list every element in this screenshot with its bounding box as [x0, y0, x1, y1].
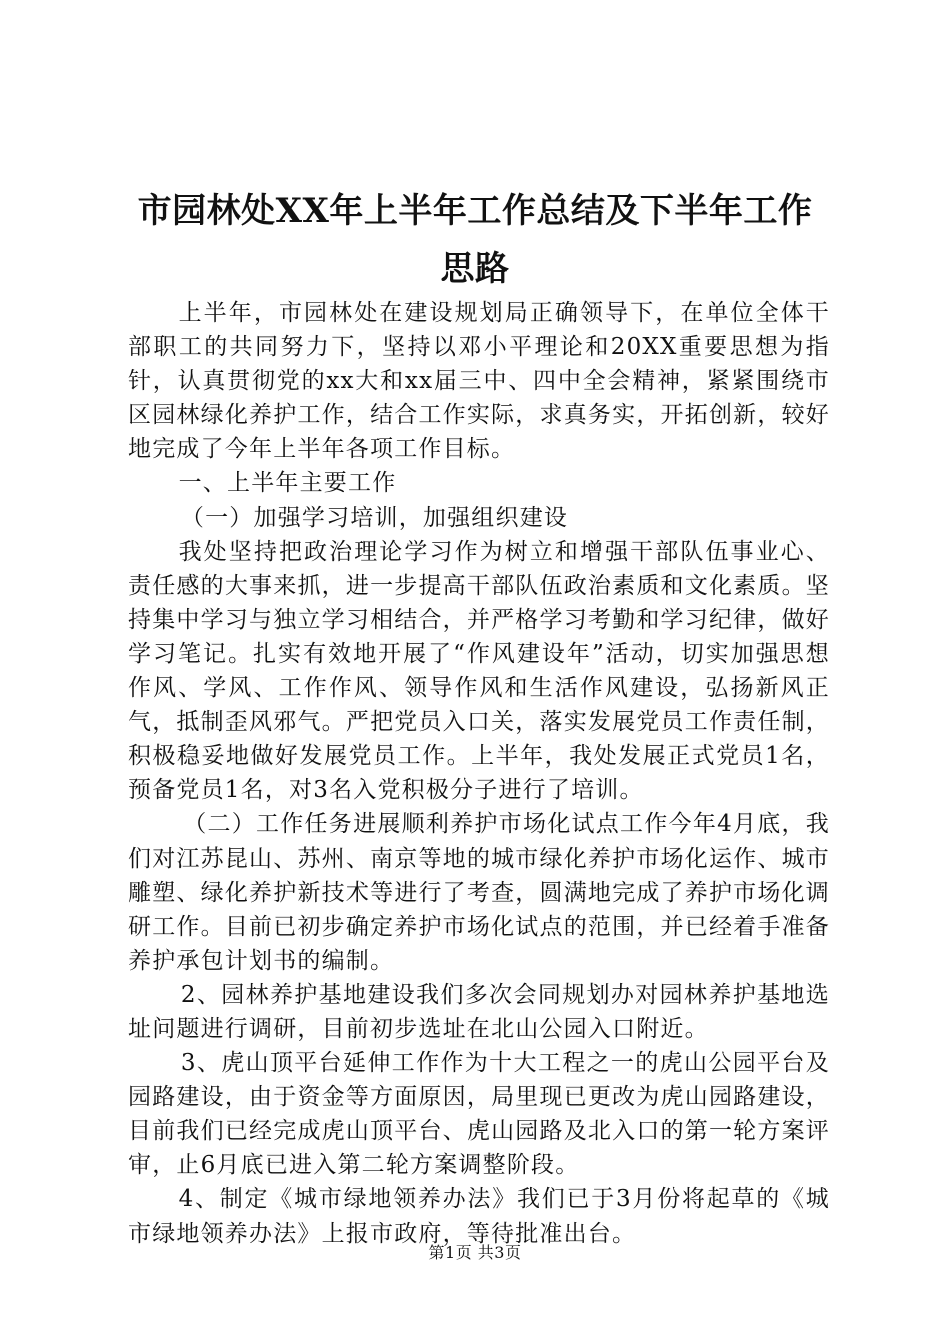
intro-paragraph: 上半年，市园林处在建设规划局正确领导下，在单位全体干部职工的共同努力下，坚持以邓小平理论和20XX重要思想为指针，认真贯彻党的xx大和xx届三中、四中全会精神，紧紧围绕市区园林绿化养护工作，结合工作实际，求真务实，开拓创新，较好地完成了今年上半年各项工作目标。	[128, 300, 830, 463]
section-heading: 一、上半年主要工作	[178, 470, 397, 497]
title-line-2: 思路	[440, 249, 510, 289]
page-number: 第1页 共3页	[428, 1243, 522, 1262]
body-paragraph: 4、制定《城市绿地领养办法》我们已于3月份将起草的《城市绿地领养办法》上报市政府，等待批准出台。	[128, 1186, 830, 1247]
document-title	[120, 182, 830, 298]
body-paragraph: （二）工作任务进展顺利养护市场化试点工作今年4月底，我们对江苏昆山、苏州、南京等地的城市绿化养护市场化运作、城市雕塑、绿化养护新技术等进行了考查，圆满地完成了养护市场化调研工作。目前已初步确定养护市场化试点的范围，并已经着手准备养护承包计划书的编制。	[128, 811, 830, 974]
body-paragraph: 我处坚持把政治理论学习作为树立和增强干部队伍事业心、责任感的大事来抓，进一步提高干部队伍政治素质和文化素质。坚持集中学习与独立学习相结合，并严格学习考勤和学习纪律，做好学习笔记。扎实有效地开展了“作风建设年”活动，切实加强思想作风、学风、工作作风、领导作风和生活作风建设，弘扬新风正气，抵制歪风邪气。严把党员入口关，落实发展党员工作责任制，积极稳妥地做好发展党员工作。上半年，我处发展正式党员1名，预备党员1名，对3名入党积极分子进行了培训。	[128, 538, 830, 804]
body-paragraph: 3、虎山顶平台延伸工作作为十大工程之一的虎山公园平台及园路建设，由于资金等方面原因，局里现已更改为虎山园路建设，目前我们已经完成虎山顶平台、虎山园路及北入口的第一轮方案评审，止6月底已进入第二轮方案调整阶段。	[128, 1050, 830, 1179]
document-body	[128, 296, 830, 1251]
subsection-heading: （一）加强学习培训，加强组织建设	[180, 504, 569, 531]
body-paragraph: 2、园林养护基地建设我们多次会同规划办对园林养护基地选址问题进行调研，目前初步选址在北山公园入口附近。	[128, 981, 830, 1042]
title-line-1: 市园林处XX年上半年工作总结及下半年工作	[137, 191, 813, 231]
